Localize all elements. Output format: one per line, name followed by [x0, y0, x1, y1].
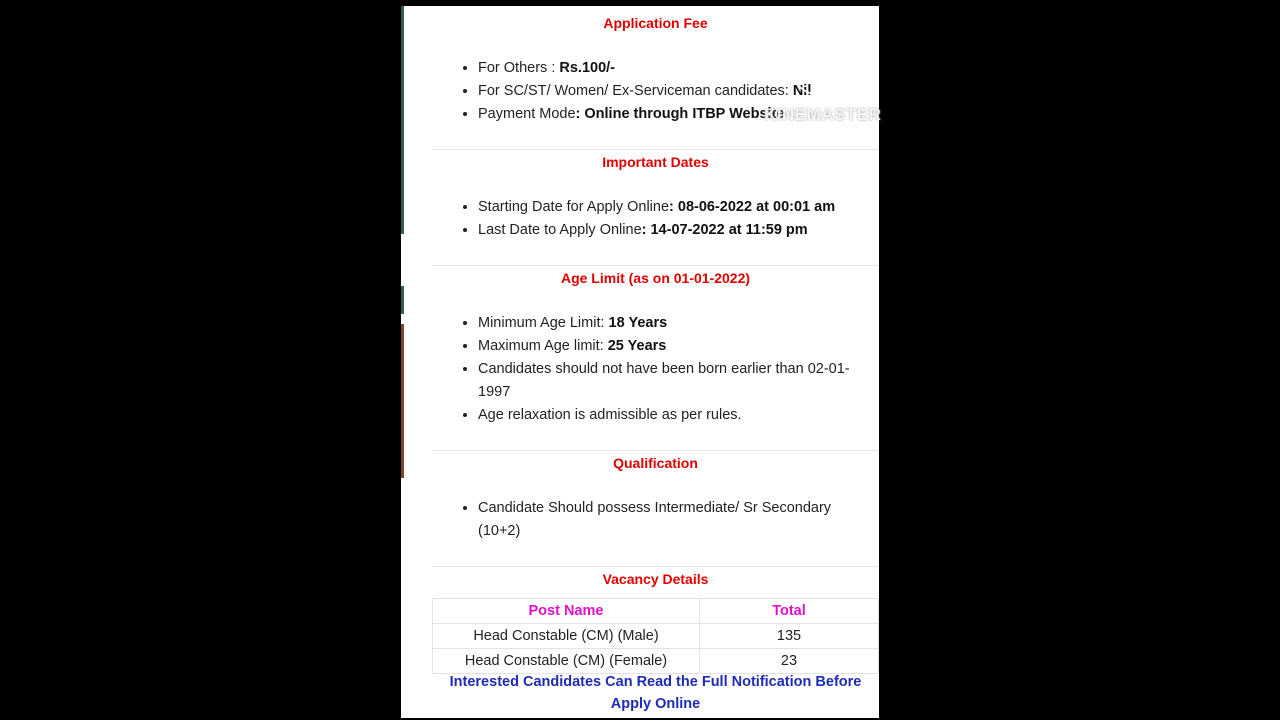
list-item: [478, 335, 871, 358]
vacancy-table: [432, 598, 879, 674]
column-header-post-name: Post Name: [433, 599, 700, 624]
item-label: For Others :: [478, 60, 560, 76]
item-label: Candidates should not have been born earlier than 02-01-1997: [478, 361, 850, 400]
accent-bar: [401, 324, 404, 478]
item-label: Payment Mode: [478, 106, 576, 122]
item-value: Nil: [792, 83, 812, 99]
total-cell: 135: [700, 624, 879, 649]
item-label: Candidate Should possess Intermediate/ Sr Secondary (10+2): [478, 500, 832, 539]
item-value: : 14-07-2022 at 11:59 pm: [641, 222, 808, 238]
age-list: [432, 312, 871, 427]
list-item: [478, 196, 871, 219]
item-label: Maximum Age limit:: [478, 338, 608, 354]
item-value: : Online through ITBP Website: [575, 106, 785, 122]
accent-bar: [401, 286, 404, 314]
kinemaster-watermark: KINEMASTER: [764, 105, 882, 124]
qualification-list: [432, 497, 871, 543]
item-value: : 08-06-2022 at 00:01 am: [669, 199, 836, 215]
list-item: [478, 312, 871, 335]
list-item: [478, 358, 871, 404]
section-title: Qualification: [613, 455, 698, 471]
section-title: Important Dates: [602, 154, 709, 170]
list-item: [478, 219, 871, 242]
post-name-cell: Head Constable (CM) (Male): [433, 624, 700, 649]
table-header-row: [433, 599, 879, 624]
accent-bar: [401, 6, 404, 234]
vacancy-title: Vacancy Details: [602, 571, 709, 587]
item-label: For SC/ST/ Women/ Ex-Serviceman candidates:: [478, 83, 793, 99]
item-value: Rs.100/-: [559, 60, 616, 76]
section-title: Application Fee: [603, 15, 708, 31]
kinemaster-logo-icon: K: [788, 30, 854, 96]
section-title: Age Limit (as on 01-01-2022): [560, 270, 751, 286]
list-item: [478, 497, 871, 543]
item-value: 18 Years: [608, 315, 668, 331]
column-header-total: Total: [700, 599, 879, 624]
notification-link[interactable]: Interested Candidates Can Read the Full Notification Before Apply Online: [449, 674, 862, 712]
section-important-dates: [432, 149, 879, 266]
item-label: Minimum Age Limit:: [478, 315, 609, 331]
item-label: Starting Date for Apply Online: [478, 199, 670, 215]
table-row: [433, 649, 879, 674]
item-label: Age relaxation is admissible as per rules.: [478, 407, 742, 423]
dates-list: [432, 196, 871, 242]
section-age-limit: [432, 265, 879, 451]
total-cell: 23: [700, 649, 879, 674]
post-name-cell: Head Constable (CM) (Female): [433, 649, 700, 674]
item-label: Last Date to Apply Online: [478, 222, 642, 238]
list-item: [478, 404, 871, 427]
table-row: [433, 624, 879, 649]
left-border-strip: [401, 6, 432, 718]
section-qualification: [432, 450, 879, 567]
item-value: 25 Years: [607, 338, 667, 354]
